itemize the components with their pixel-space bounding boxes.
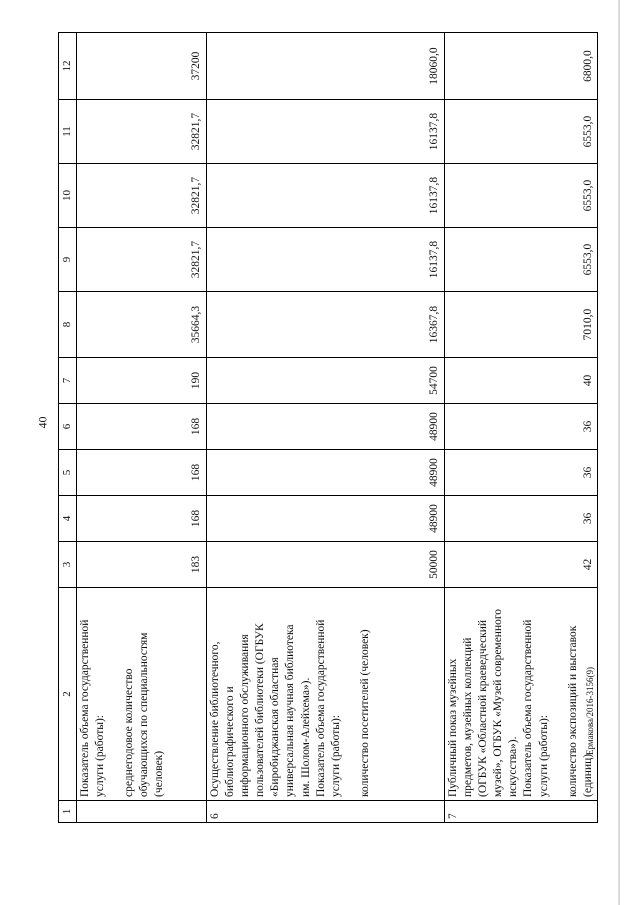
value-cell-col-9: 6553,0 bbox=[444, 228, 598, 292]
value-cell-col-6: 48900 bbox=[206, 404, 444, 450]
value-cell-col-7: 190 bbox=[76, 358, 206, 404]
value-cell-col-9: 16137,8 bbox=[206, 228, 444, 292]
value-cell-col-7: 40 bbox=[444, 358, 598, 404]
table-body bbox=[76, 33, 598, 823]
value-cell-col-12: 18060,0 bbox=[206, 33, 444, 100]
column-header-4: 4 bbox=[59, 496, 77, 542]
description-line: Осуществление библиотечного, bbox=[208, 641, 221, 797]
description-line: музей», ОГБУК «Музей современного bbox=[492, 608, 505, 797]
value-cell-col-3: 50000 bbox=[206, 542, 444, 588]
indicator-line: количество экспозиций и выставок bbox=[566, 625, 579, 797]
description-line: (ОГБУК «Областной краеведческий bbox=[476, 619, 489, 797]
description-line: предметов, музейных коллекций bbox=[461, 637, 474, 797]
value-cell-col-10: 32821,7 bbox=[76, 164, 206, 228]
column-header-12: 12 bbox=[59, 33, 77, 100]
row-description bbox=[76, 588, 206, 801]
row-description bbox=[444, 588, 598, 801]
column-header-7: 7 bbox=[59, 358, 77, 404]
description-line: Показатель объема государственной bbox=[78, 619, 91, 797]
value-cell-col-5: 36 bbox=[444, 450, 598, 496]
value-cell-col-4: 48900 bbox=[206, 496, 444, 542]
indicator-line: количество посетителей (человек) bbox=[359, 629, 372, 797]
value-cell-col-6: 36 bbox=[444, 404, 598, 450]
value-cell-col-8: 7010,0 bbox=[444, 292, 598, 358]
value-cell-col-7: 54700 bbox=[206, 358, 444, 404]
indicator-line: (человек) bbox=[153, 750, 166, 797]
document-code: Ермакова/2016-3156(9) bbox=[585, 666, 595, 755]
value-cell-col-10: 16137,8 bbox=[206, 164, 444, 228]
column-header-3: 3 bbox=[59, 542, 77, 588]
column-header-11: 11 bbox=[59, 100, 77, 164]
value-cell-col-4: 168 bbox=[76, 496, 206, 542]
description-line: «Биробиджанская областная bbox=[269, 657, 282, 797]
row-description bbox=[206, 588, 444, 801]
table-row bbox=[206, 33, 444, 823]
description-line: услуги (работы): bbox=[329, 715, 342, 797]
value-cell-col-4: 36 bbox=[444, 496, 598, 542]
indicator-line: (единиц) bbox=[581, 753, 594, 797]
scan-edge bbox=[618, 0, 620, 905]
column-header-8: 8 bbox=[59, 292, 77, 358]
header-row bbox=[59, 33, 77, 823]
row-number: 6 bbox=[206, 801, 444, 823]
description-line: Показатель объема государственной bbox=[314, 619, 327, 797]
value-cell-col-3: 183 bbox=[76, 542, 206, 588]
table-row bbox=[444, 33, 598, 823]
row-number: 7 bbox=[444, 801, 598, 823]
value-cell-col-11: 32821,7 bbox=[76, 100, 206, 164]
value-cell-col-12: 37200 bbox=[76, 33, 206, 100]
description-line: Публичный показ музейных bbox=[446, 658, 459, 797]
description-line: Показатель объема государственной bbox=[522, 619, 535, 797]
indicator-line: среднегодовое количество bbox=[122, 668, 135, 797]
value-cell-col-11: 6553,0 bbox=[444, 100, 598, 164]
value-cell-col-10: 6553,0 bbox=[444, 164, 598, 228]
description-line: искусства»). bbox=[507, 736, 520, 797]
value-cell-col-6: 168 bbox=[76, 404, 206, 450]
column-header-6: 6 bbox=[59, 404, 77, 450]
description-gap bbox=[552, 591, 566, 797]
value-cell-col-5: 48900 bbox=[206, 450, 444, 496]
description-gap bbox=[344, 591, 358, 797]
description-line: универсальная научная библиотека bbox=[284, 624, 297, 797]
value-cell-col-12: 6800,0 bbox=[444, 33, 598, 100]
data-table bbox=[58, 32, 598, 823]
value-cell-col-3: 42 bbox=[444, 542, 598, 588]
column-header-5: 5 bbox=[59, 450, 77, 496]
column-header-9: 9 bbox=[59, 228, 77, 292]
column-header-1: 1 bbox=[59, 801, 77, 823]
page-number: 40 bbox=[35, 416, 50, 429]
row-number bbox=[76, 801, 206, 823]
description-line: пользователей библиотеки (ОГБУК bbox=[254, 623, 267, 797]
value-cell-col-9: 32821,7 bbox=[76, 228, 206, 292]
column-header-2: 2 bbox=[59, 588, 77, 801]
value-cell-col-11: 16137,8 bbox=[206, 100, 444, 164]
description-line: библиографического и bbox=[223, 686, 236, 797]
value-cell-col-8: 16367,8 bbox=[206, 292, 444, 358]
description-gap bbox=[108, 591, 122, 797]
indicator-line: обучающихся по специальностям bbox=[138, 632, 151, 797]
value-cell-col-8: 35664,3 bbox=[76, 292, 206, 358]
description-line: им. Шолом-Алейхема»). bbox=[299, 677, 312, 797]
table-row bbox=[76, 33, 206, 823]
description-line: информационного обслуживания bbox=[238, 634, 251, 797]
column-header-10: 10 bbox=[59, 164, 77, 228]
description-line: услуги (работы): bbox=[93, 715, 106, 797]
value-cell-col-5: 168 bbox=[76, 450, 206, 496]
description-line: услуги (работы): bbox=[537, 715, 550, 797]
